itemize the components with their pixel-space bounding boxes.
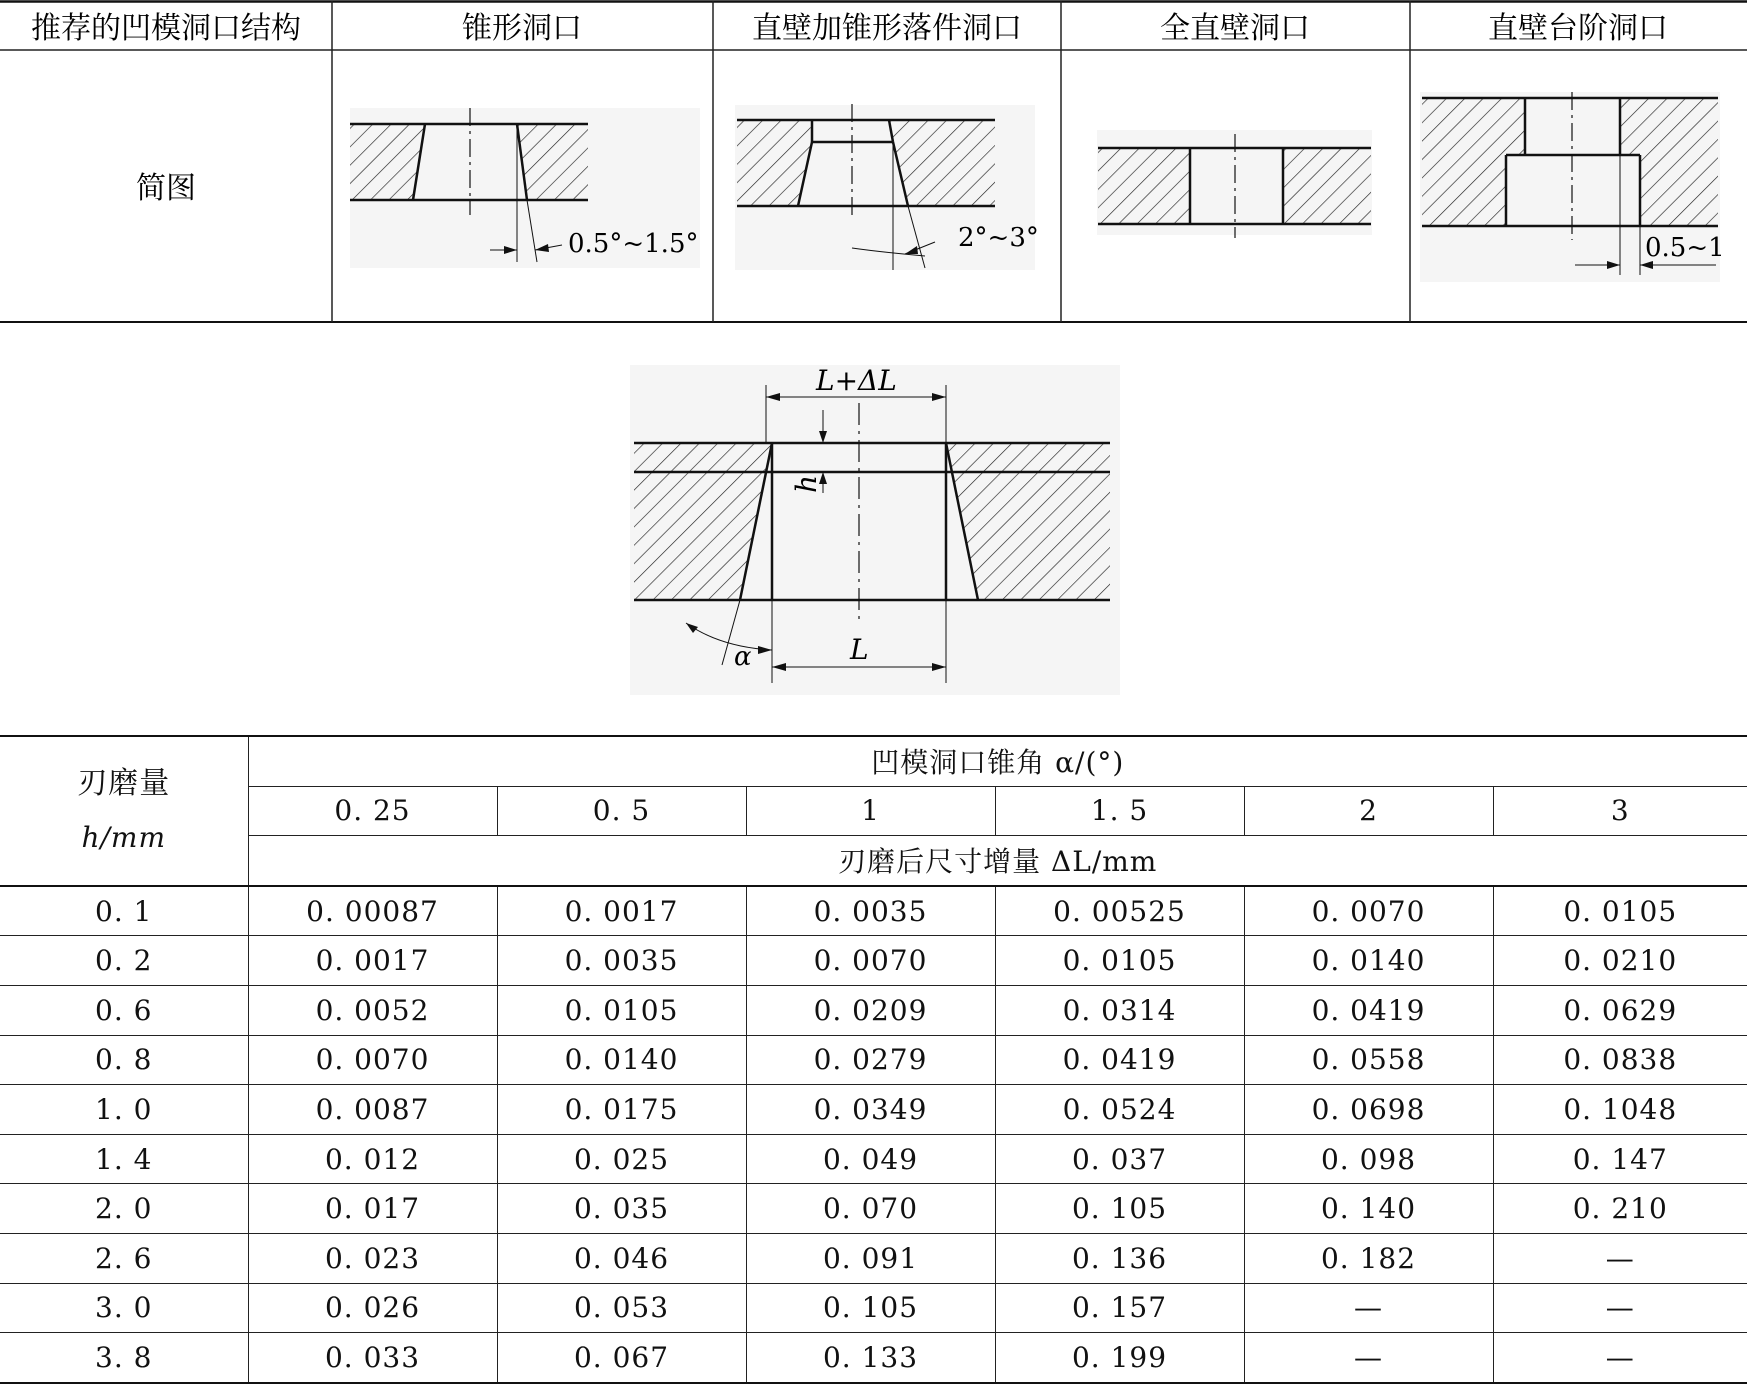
angle-cell: 1 [746,786,995,836]
increment-value-cell: 0. 0105 [1493,886,1747,936]
increment-value-cell: 0. 140 [1244,1184,1493,1234]
increment-value-cell: 0. 0279 [746,1035,995,1085]
angle-cell: 0. 25 [248,786,497,836]
increment-value-cell: 0. 157 [995,1283,1244,1333]
table-row [0,1085,1747,1135]
h-value-cell: 0. 8 [0,1035,248,1085]
increment-value-cell: 0. 017 [248,1184,497,1234]
table-row [0,936,1747,986]
table-row [0,1233,1747,1283]
straight-cone-diagram [735,104,1039,270]
increment-value-cell: 0. 067 [497,1333,746,1383]
full-straight-diagram [1097,130,1372,238]
header-step: 直壁台阶洞口 [1488,11,1668,46]
increment-value-cell: 0. 037 [995,1134,1244,1184]
increment-value-cell: 0. 0087 [248,1085,497,1135]
table-row [0,886,1747,936]
increment-value-cell: 0. 0035 [746,886,995,936]
table-row [0,1333,1747,1383]
increment-value-cell: 0. 0017 [248,936,497,986]
table-body [0,886,1747,1383]
increment-value-cell: 0. 0140 [1244,936,1493,986]
increment-value-cell: 0. 035 [497,1184,746,1234]
increment-value-cell: 0. 199 [995,1333,1244,1383]
increment-value-cell: — [1493,1333,1747,1383]
increment-header: 刃磨后尺寸增量 ΔL/mm [248,836,1747,886]
step-size-label: 0.5~1 [1645,233,1725,263]
increment-value-cell: 0. 0175 [497,1085,746,1135]
increment-value-cell: 0. 182 [1244,1233,1493,1283]
sharpening-increment-table [0,735,1747,1384]
header-cone: 锥形洞口 [462,11,582,46]
h-value-cell: 0. 1 [0,886,248,936]
h-value-cell: 3. 0 [0,1283,248,1333]
sharpening-diagram [630,365,1120,695]
increment-value-cell: 0. 0017 [497,886,746,936]
table-row [0,1184,1747,1234]
table-row [0,1134,1747,1184]
angle-cell: 0. 5 [497,786,746,836]
increment-value-cell: 0. 210 [1493,1184,1747,1234]
increment-value-cell: 0. 136 [995,1233,1244,1283]
h-value-cell: 1. 4 [0,1134,248,1184]
increment-value-cell: 0. 00525 [995,886,1244,936]
increment-value-cell: 0. 0070 [248,1035,497,1085]
alpha-angle-label: α [734,642,752,672]
dimension-top-label: L+ΔL [816,365,897,397]
increment-value-cell: — [1493,1283,1747,1333]
row-header-unit: h/mm [81,820,167,854]
straight-cone-angle-label: 2°~3° [958,223,1039,253]
increment-value-cell: 0. 147 [1493,1134,1747,1184]
increment-value-cell: 0. 133 [746,1333,995,1383]
increment-value-cell: 0. 0070 [1244,886,1493,936]
increment-value-cell: 0. 0698 [1244,1085,1493,1135]
increment-value-cell: 0. 046 [497,1233,746,1283]
increment-value-cell: 0. 0210 [1493,936,1747,986]
angle-row [0,786,1747,836]
increment-value-cell: 0. 0629 [1493,985,1747,1035]
structure-table [0,0,1747,325]
h-value-cell: 0. 6 [0,985,248,1035]
increment-value-cell: 0. 026 [248,1283,497,1333]
increment-value-cell: 0. 070 [746,1184,995,1234]
angle-header: 凹模洞口锥角 α/(°) [248,736,1747,786]
step-diagram [1420,92,1725,282]
increment-value-cell: 0. 049 [746,1134,995,1184]
header-full-straight: 全直壁洞口 [1160,11,1310,46]
increment-value-cell: 0. 0140 [497,1035,746,1085]
increment-value-cell: 0. 025 [497,1134,746,1184]
increment-value-cell: 0. 0209 [746,985,995,1035]
cone-angle-label: 0.5°~1.5° [568,229,699,259]
increment-value-cell: 0. 0035 [497,936,746,986]
increment-value-cell: 0. 0419 [1244,985,1493,1035]
increment-value-cell: 0. 053 [497,1283,746,1333]
h-value-cell: 0. 2 [0,936,248,986]
increment-value-cell: 0. 00087 [248,886,497,936]
increment-value-cell: 0. 0052 [248,985,497,1035]
increment-value-cell: 0. 098 [1244,1134,1493,1184]
increment-value-cell: 0. 091 [746,1233,995,1283]
dimension-h-label: h [790,474,823,493]
dimension-bottom-label: L [850,633,869,666]
angle-cell: 2 [1244,786,1493,836]
increment-value-cell: 0. 105 [995,1184,1244,1234]
increment-value-cell: — [1244,1283,1493,1333]
increment-value-cell: 0. 012 [248,1134,497,1184]
increment-value-cell: 0. 0558 [1244,1035,1493,1085]
h-value-cell: 3. 8 [0,1333,248,1383]
table-row [0,985,1747,1035]
increment-value-cell: — [1493,1233,1747,1283]
row-header-cell [0,736,248,886]
header-straight-cone: 直壁加锥形落件洞口 [752,11,1022,46]
increment-value-cell: 0. 0105 [995,936,1244,986]
angle-cell: 3 [1493,786,1747,836]
increment-value-cell: 0. 0349 [746,1085,995,1135]
increment-value-cell: 0. 0314 [995,985,1244,1035]
increment-value-cell: 0. 105 [746,1283,995,1333]
increment-value-cell: 0. 0838 [1493,1035,1747,1085]
cone-hole-diagram [350,108,700,268]
increment-value-cell: 0. 033 [248,1333,497,1383]
h-value-cell: 2. 6 [0,1233,248,1283]
increment-value-cell: 0. 1048 [1493,1085,1747,1135]
h-value-cell: 1. 0 [0,1085,248,1135]
h-value-cell: 2. 0 [0,1184,248,1234]
increment-value-cell: 0. 0419 [995,1035,1244,1085]
header-structure: 推荐的凹模洞口结构 [31,11,301,46]
increment-value-cell: 0. 0524 [995,1085,1244,1135]
table-row [0,1283,1747,1333]
increment-value-cell: 0. 0105 [497,985,746,1035]
increment-value-cell: — [1244,1333,1493,1383]
row-header-label: 刃磨量 [77,765,171,801]
table-row [0,1035,1747,1085]
increment-value-cell: 0. 023 [248,1233,497,1283]
row-label-diagram: 简图 [136,171,196,206]
increment-value-cell: 0. 0070 [746,936,995,986]
angle-cell: 1. 5 [995,786,1244,836]
